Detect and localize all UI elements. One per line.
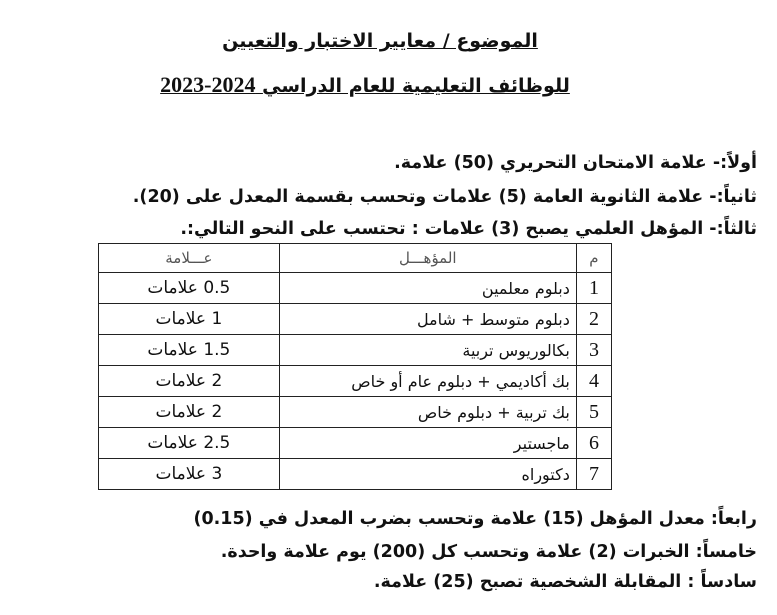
criterion-fifth: خامساً: الخبرات (2) علامة وتحسب كل (200) يوم علامة واحدة. <box>220 542 757 562</box>
criterion-fourth: رابعاً: معدل المؤهل (15) علامة وتحسب بضرب المعدل في (0.15) <box>193 509 757 529</box>
row-number: 1 <box>576 273 611 304</box>
row-number: 3 <box>576 335 611 366</box>
table-header-row <box>99 244 612 273</box>
header-qualification: المؤهـــل <box>279 244 576 273</box>
row-number: 7 <box>576 459 611 490</box>
subtitle-text: للوظائف التعليمية للعام الدراسي <box>262 75 570 97</box>
table-row <box>99 459 612 490</box>
table-row <box>99 397 612 428</box>
subject-heading: الموضوع / معايير الاختبار والتعيين <box>222 30 538 52</box>
row-number: 5 <box>576 397 611 428</box>
row-mark: 2 علامات <box>99 397 280 428</box>
subtitle-heading <box>140 72 590 98</box>
row-qualification: دبلوم معلمين <box>279 273 576 304</box>
row-qualification: ماجستير <box>279 428 576 459</box>
academic-year: 2023-2024 <box>160 72 256 97</box>
criterion-third: ثالثاً:- المؤهل العلمي يصبح (3) علامات : تحتسب على النحو التالي:. <box>180 219 757 239</box>
table-row <box>99 273 612 304</box>
row-qualification: بك أكاديمي + دبلوم عام أو خاص <box>279 366 576 397</box>
row-mark: 2.5 علامات <box>99 428 280 459</box>
row-number: 4 <box>576 366 611 397</box>
table-row <box>99 366 612 397</box>
row-mark: 3 علامات <box>99 459 280 490</box>
row-mark: 1.5 علامات <box>99 335 280 366</box>
row-mark: 1 علامات <box>99 304 280 335</box>
row-qualification: بك تربية + دبلوم خاص <box>279 397 576 428</box>
row-mark: 2 علامات <box>99 366 280 397</box>
table-row <box>99 335 612 366</box>
row-mark: 0.5 علامات <box>99 273 280 304</box>
row-number: 2 <box>576 304 611 335</box>
row-qualification: بكالوريوس تربية <box>279 335 576 366</box>
criterion-sixth: سادساً : المقابلة الشخصية تصبح (25) علامة. <box>373 572 757 592</box>
table-row <box>99 428 612 459</box>
criterion-first: أولاً:- علامة الامتحان التحريري (50) علامة. <box>394 153 757 173</box>
qualification-table <box>98 243 612 490</box>
table-row <box>99 304 612 335</box>
row-qualification: دبلوم متوسط + شامل <box>279 304 576 335</box>
header-mark: عـــلامة <box>99 244 280 273</box>
header-number: م <box>576 244 611 273</box>
criterion-second: ثانياً:- علامة الثانوية العامة (5) علامات وتحسب بقسمة المعدل على (20). <box>132 187 757 207</box>
row-qualification: دكتوراه <box>279 459 576 490</box>
row-number: 6 <box>576 428 611 459</box>
